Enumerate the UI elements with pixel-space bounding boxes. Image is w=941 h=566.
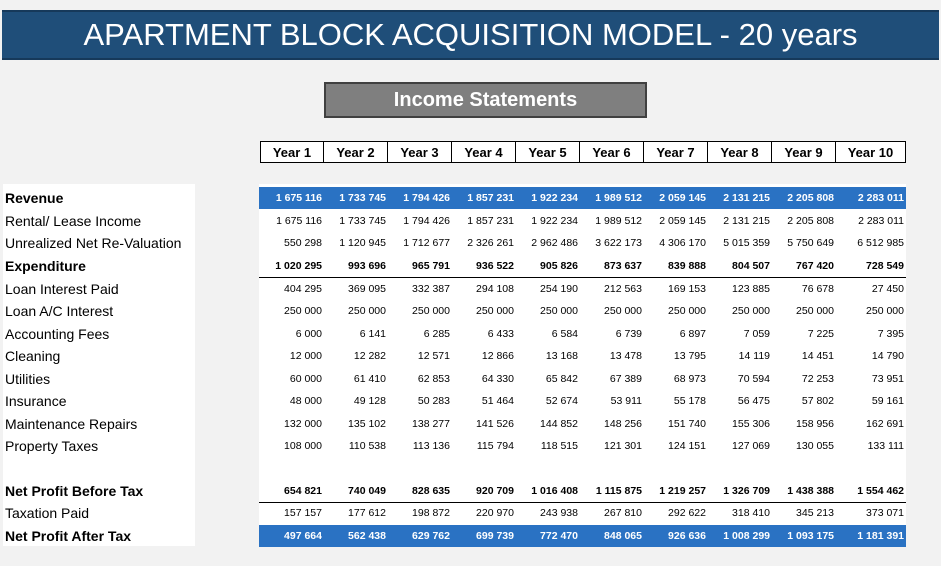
value-cell: 14 119: [738, 350, 770, 362]
value-cell: 905 826: [540, 260, 578, 272]
row-label: Insurance: [5, 393, 67, 409]
value-cell: 7 059: [743, 328, 770, 340]
value-cell: 158 956: [796, 418, 834, 430]
table-row: [0, 345, 941, 367]
value-cell: 70 594: [737, 373, 770, 385]
value-cell: 169 153: [668, 283, 706, 295]
table-row: [0, 525, 941, 547]
value-cell: 130 055: [796, 440, 834, 452]
value-cell: 772 470: [540, 530, 578, 542]
value-cell: 12 866: [481, 350, 514, 362]
value-cell: 48 000: [289, 395, 322, 407]
value-cell: 4 306 170: [659, 237, 706, 249]
value-cell: 2 283 011: [857, 192, 904, 204]
value-cell: 1 554 462: [857, 485, 904, 497]
value-cell: 250 000: [540, 305, 578, 317]
table-row: [0, 300, 941, 322]
value-cell: 2 205 808: [787, 215, 834, 227]
value-cell: 144 852: [540, 418, 578, 430]
row-label: Cleaning: [5, 348, 61, 364]
value-cell: 699 739: [476, 530, 514, 542]
value-cell: 52 674: [545, 395, 578, 407]
year-header-cell: Year 6: [580, 141, 644, 163]
value-cell: 148 256: [604, 418, 642, 430]
value-cell: 318 410: [732, 507, 770, 519]
value-cell: 292 622: [668, 507, 706, 519]
value-cell: 62 853: [417, 373, 450, 385]
value-cell: 27 450: [871, 283, 904, 295]
row-label: Net Profit After Tax: [5, 528, 132, 544]
row-label: Net Profit Before Tax: [5, 483, 144, 499]
value-cell: 6 512 985: [857, 237, 904, 249]
value-cell: 56 475: [737, 395, 770, 407]
value-cell: 5 015 359: [723, 237, 770, 249]
value-cell: 73 951: [871, 373, 904, 385]
value-cell: 839 888: [668, 260, 706, 272]
value-cell: 12 571: [417, 350, 450, 362]
value-cell: 562 438: [348, 530, 386, 542]
value-cell: 110 538: [348, 440, 386, 452]
value-cell: 1 016 408: [531, 485, 578, 497]
value-cell: 920 709: [476, 485, 514, 497]
value-cell: 127 069: [732, 440, 770, 452]
table-row: [0, 232, 941, 254]
table-row: [0, 390, 941, 412]
year-header-cell: Year 5: [516, 141, 580, 163]
value-cell: 767 420: [796, 260, 834, 272]
value-cell: 1 020 295: [275, 260, 322, 272]
value-cell: 1 922 234: [531, 215, 578, 227]
value-cell: 7 395: [877, 328, 904, 340]
value-cell: 132 000: [284, 418, 322, 430]
value-cell: 2 131 215: [723, 215, 770, 227]
value-cell: 68 973: [673, 373, 706, 385]
value-cell: 1 219 257: [659, 485, 706, 497]
table-row: [0, 210, 941, 232]
year-header-cell: Year 7: [644, 141, 708, 163]
value-cell: 124 151: [668, 440, 706, 452]
value-cell: 373 071: [866, 507, 904, 519]
value-cell: 133 111: [867, 440, 904, 452]
table-row: [0, 502, 941, 524]
value-cell: 53 911: [610, 395, 642, 407]
row-label: Utilities: [5, 371, 51, 387]
value-cell: 2 205 808: [787, 192, 834, 204]
value-cell: 1 120 945: [339, 237, 386, 249]
value-cell: 250 000: [412, 305, 450, 317]
value-cell: 13 795: [673, 350, 706, 362]
value-cell: 61 410: [353, 373, 386, 385]
value-cell: 138 277: [412, 418, 450, 430]
value-cell: 728 549: [866, 260, 904, 272]
value-cell: 740 049: [348, 485, 386, 497]
value-cell: 848 065: [604, 530, 642, 542]
value-cell: 220 970: [476, 507, 514, 519]
value-cell: 1 675 116: [275, 192, 322, 204]
value-cell: 1 733 745: [339, 215, 386, 227]
value-cell: 250 000: [284, 305, 322, 317]
value-cell: 2 326 261: [467, 237, 514, 249]
section-title: Income Statements: [324, 82, 647, 118]
value-cell: 267 810: [604, 507, 642, 519]
table-row: [0, 480, 941, 502]
table-row: [0, 368, 941, 390]
value-cell: 1 989 512: [595, 215, 642, 227]
value-cell: 55 178: [673, 395, 706, 407]
value-cell: 7 225: [807, 328, 834, 340]
value-cell: 1 733 745: [339, 192, 386, 204]
value-cell: 12 000: [289, 350, 322, 362]
value-cell: 6 739: [615, 328, 642, 340]
value-cell: 6 584: [551, 328, 578, 340]
value-cell: 64 330: [481, 373, 514, 385]
page-title: APARTMENT BLOCK ACQUISITION MODEL - 20 years: [2, 10, 939, 60]
value-cell: 59 161: [871, 395, 904, 407]
value-cell: 1 115 875: [595, 485, 642, 497]
value-cell: 115 794: [476, 440, 514, 452]
year-header-cell: Year 1: [260, 141, 324, 163]
value-cell: 1 093 175: [787, 530, 834, 542]
value-cell: 3 622 173: [595, 237, 642, 249]
value-cell: 254 190: [540, 283, 578, 295]
row-label: Loan Interest Paid: [5, 281, 119, 297]
value-cell: 993 696: [348, 260, 386, 272]
row-label: Taxation Paid: [5, 505, 90, 521]
value-cell: 1 712 677: [403, 237, 450, 249]
value-cell: 12 282: [353, 350, 386, 362]
value-cell: 2 283 011: [858, 215, 904, 227]
row-label: Loan A/C Interest: [5, 303, 114, 319]
value-cell: 1 675 116: [276, 215, 322, 227]
value-cell: 67 389: [609, 373, 642, 385]
value-cell: 177 612: [348, 507, 386, 519]
value-cell: 250 000: [866, 305, 904, 317]
value-cell: 550 298: [284, 237, 322, 249]
row-label: Property Taxes: [5, 438, 99, 454]
year-header-cell: Year 9: [772, 141, 836, 163]
row-label: Rental/ Lease Income: [5, 213, 142, 229]
value-cell: 243 938: [540, 507, 578, 519]
value-cell: 250 000: [796, 305, 834, 317]
value-cell: 13 168: [545, 350, 578, 362]
value-cell: 965 791: [412, 260, 450, 272]
value-cell: 162 691: [866, 418, 904, 430]
value-cell: 250 000: [348, 305, 386, 317]
value-cell: 1 438 388: [787, 485, 834, 497]
year-header-cell: Year 3: [388, 141, 452, 163]
table-row: [0, 187, 941, 209]
year-header-cell: Year 2: [324, 141, 388, 163]
value-cell: 1 922 234: [531, 192, 578, 204]
value-cell: 497 664: [284, 530, 322, 542]
row-label: Maintenance Repairs: [5, 416, 138, 432]
value-cell: 404 295: [284, 283, 322, 295]
value-cell: 198 872: [412, 507, 450, 519]
value-cell: 118 515: [540, 440, 578, 452]
value-cell: 250 000: [604, 305, 642, 317]
value-cell: 6 433: [487, 328, 514, 340]
value-cell: 294 108: [476, 283, 514, 295]
value-cell: 873 637: [604, 260, 642, 272]
value-cell: 1 008 299: [723, 530, 770, 542]
value-cell: 123 885: [732, 283, 770, 295]
year-header-cell: Year 4: [452, 141, 516, 163]
row-label: Unrealized Net Re-Valuation: [5, 235, 182, 251]
value-cell: 1 857 231: [467, 192, 514, 204]
value-cell: 141 526: [476, 418, 514, 430]
value-cell: 2 059 145: [659, 192, 706, 204]
value-cell: 250 000: [732, 305, 770, 317]
value-cell: 72 253: [801, 373, 834, 385]
value-cell: 926 636: [668, 530, 706, 542]
value-cell: 250 000: [476, 305, 514, 317]
value-cell: 14 451: [801, 350, 834, 362]
value-cell: 121 301: [604, 440, 642, 452]
value-cell: 212 563: [604, 283, 642, 295]
year-header-cell: Year 10: [836, 141, 906, 163]
row-label: Revenue: [5, 190, 64, 206]
table-row: [0, 323, 941, 345]
value-cell: 828 635: [412, 485, 450, 497]
table-row: [0, 435, 941, 457]
value-cell: 60 000: [289, 373, 322, 385]
value-cell: 6 897: [679, 328, 706, 340]
value-cell: 332 387: [412, 283, 450, 295]
value-cell: 1 326 709: [723, 485, 770, 497]
value-cell: 1 794 426: [403, 215, 450, 227]
value-cell: 2 131 215: [723, 192, 770, 204]
value-cell: 936 522: [476, 260, 514, 272]
table-row: [0, 413, 941, 435]
value-cell: 5 750 649: [787, 237, 834, 249]
value-cell: 113 136: [412, 440, 450, 452]
value-cell: 51 464: [481, 395, 514, 407]
value-cell: 76 678: [801, 283, 834, 295]
row-label: Accounting Fees: [5, 326, 110, 342]
value-cell: 157 157: [284, 507, 322, 519]
table-row: [0, 278, 941, 300]
table-row: [0, 255, 941, 277]
value-cell: 804 507: [732, 260, 770, 272]
value-cell: 250 000: [668, 305, 706, 317]
value-cell: 155 306: [732, 418, 770, 430]
value-cell: 369 095: [348, 283, 386, 295]
value-cell: 65 842: [545, 373, 578, 385]
year-header-cell: Year 8: [708, 141, 772, 163]
value-cell: 1 989 512: [595, 192, 642, 204]
value-cell: 629 762: [412, 530, 450, 542]
row-label: Expenditure: [5, 258, 86, 274]
value-cell: 49 128: [353, 395, 386, 407]
value-cell: 13 478: [609, 350, 642, 362]
value-cell: 50 283: [417, 395, 450, 407]
value-cell: 14 790: [871, 350, 904, 362]
value-cell: 108 000: [284, 440, 322, 452]
value-cell: 6 000: [295, 328, 322, 340]
value-cell: 6 285: [423, 328, 450, 340]
value-cell: 135 102: [348, 418, 386, 430]
value-cell: 654 821: [284, 485, 322, 497]
value-cell: 2 059 145: [659, 215, 706, 227]
value-cell: 1 794 426: [403, 192, 450, 204]
value-cell: 1 181 391: [857, 530, 904, 542]
value-cell: 151 740: [668, 418, 706, 430]
value-cell: 2 962 486: [531, 237, 578, 249]
value-cell: 6 141: [359, 328, 386, 340]
value-cell: 345 213: [796, 507, 834, 519]
value-cell: 57 802: [801, 395, 834, 407]
value-cell: 1 857 231: [467, 215, 514, 227]
